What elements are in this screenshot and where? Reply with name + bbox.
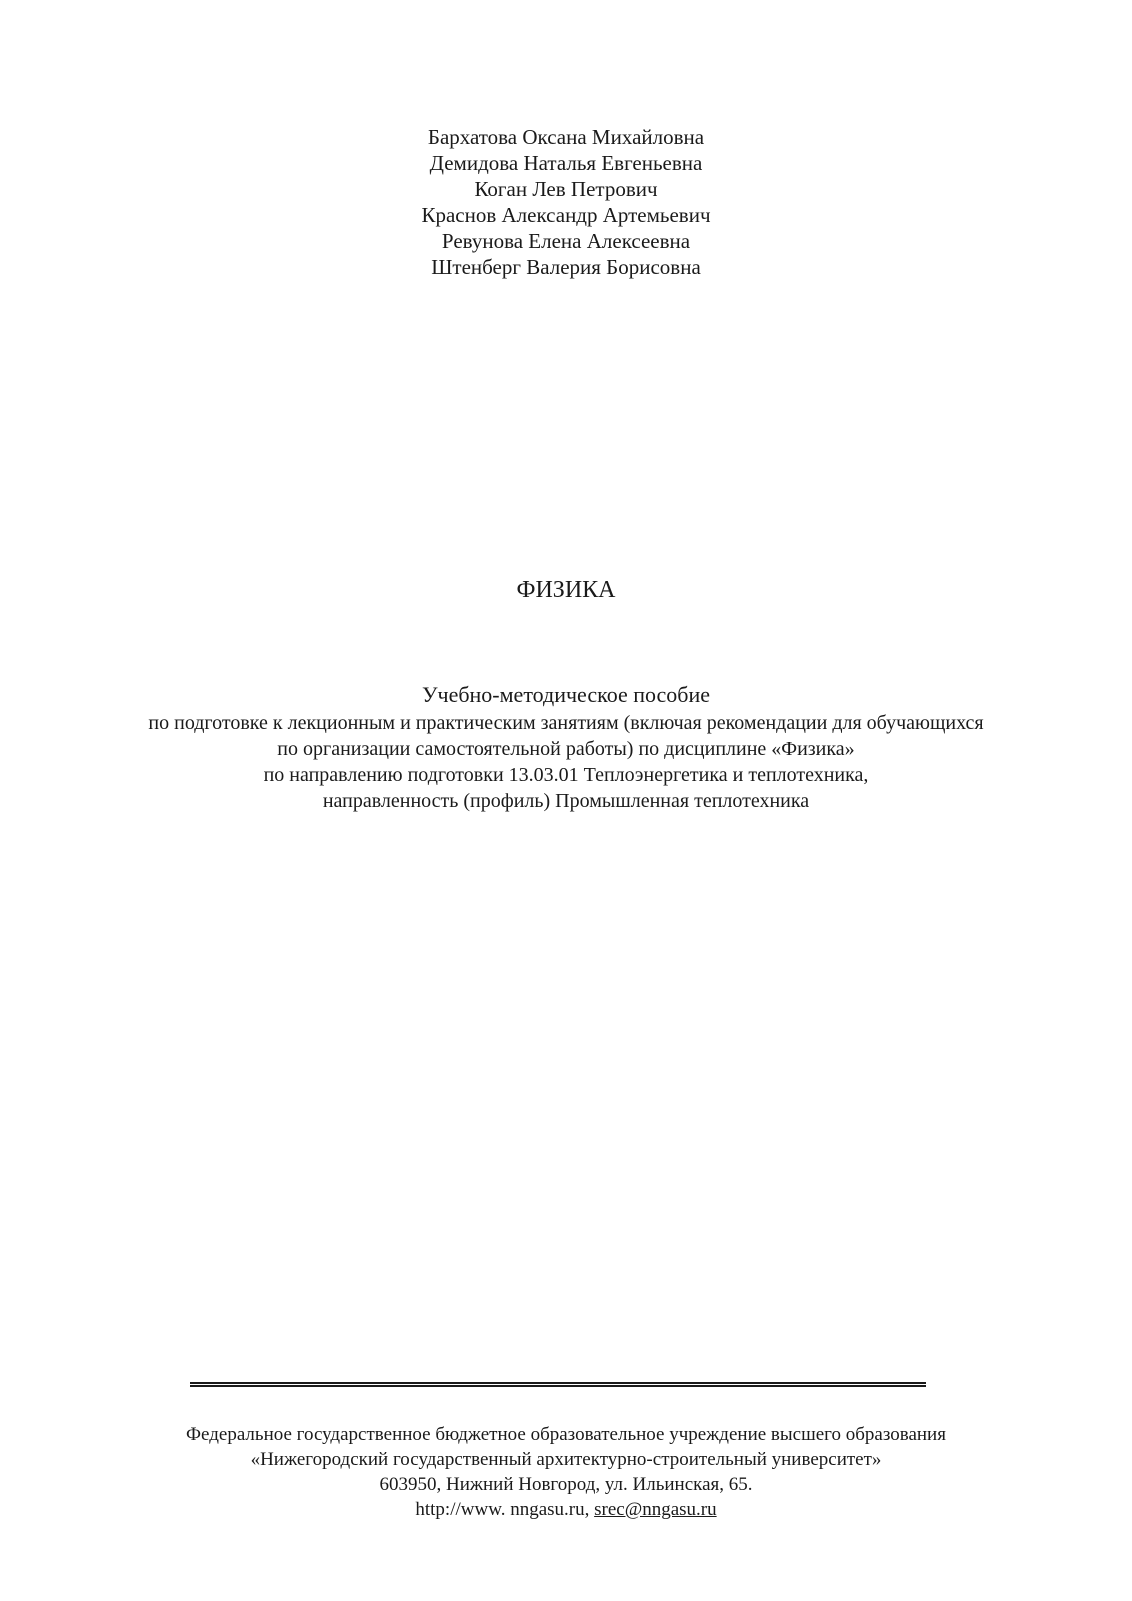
author-name: Коган Лев Петрович [474, 177, 658, 201]
contact-line [0, 1497, 1132, 1522]
email-link[interactable]: srec@nngasu.ru [594, 1499, 717, 1520]
authors-list [0, 124, 1132, 280]
description-line: по подготовке к лекционным и практическим занятиям (включая рекомендации для обучающихся [148, 712, 984, 734]
author-name: Бархатова Оксана Михайловна [427, 125, 705, 149]
author-name: Штенберг Валерия Борисовна [431, 255, 701, 279]
document-subtitle: Учебно-методическое пособие [421, 682, 711, 707]
footer-divider [190, 1382, 926, 1387]
institution-address: 603950, Нижний Новгород, ул. Ильинская, 65. [379, 1474, 753, 1495]
website-text: http://www. nngasu.ru, [415, 1499, 590, 1520]
description-line: по организации самостоятельной работы) по дисциплине «Физика» [277, 738, 855, 760]
author-name: Демидова Наталья Евгеньевна [429, 151, 703, 175]
document-title: ФИЗИКА [516, 577, 616, 603]
author-name: Краснов Александр Артемьевич [421, 203, 711, 227]
description-line: направленность (профиль) Промышленная теплотехника [322, 790, 810, 812]
document-description [0, 680, 1132, 814]
description-line: по направлению подготовки 13.03.01 Теплоэнергетика и теплотехника, [263, 764, 869, 786]
author-name: Ревунова Елена Алексеевна [441, 229, 691, 253]
institution-name: «Нижегородский государственный архитектурно-строительный университет» [250, 1449, 882, 1470]
publisher-footer [0, 1422, 1132, 1522]
institution-line: Федеральное государственное бюджетное образовательное учреждение высшего образования [186, 1424, 946, 1445]
